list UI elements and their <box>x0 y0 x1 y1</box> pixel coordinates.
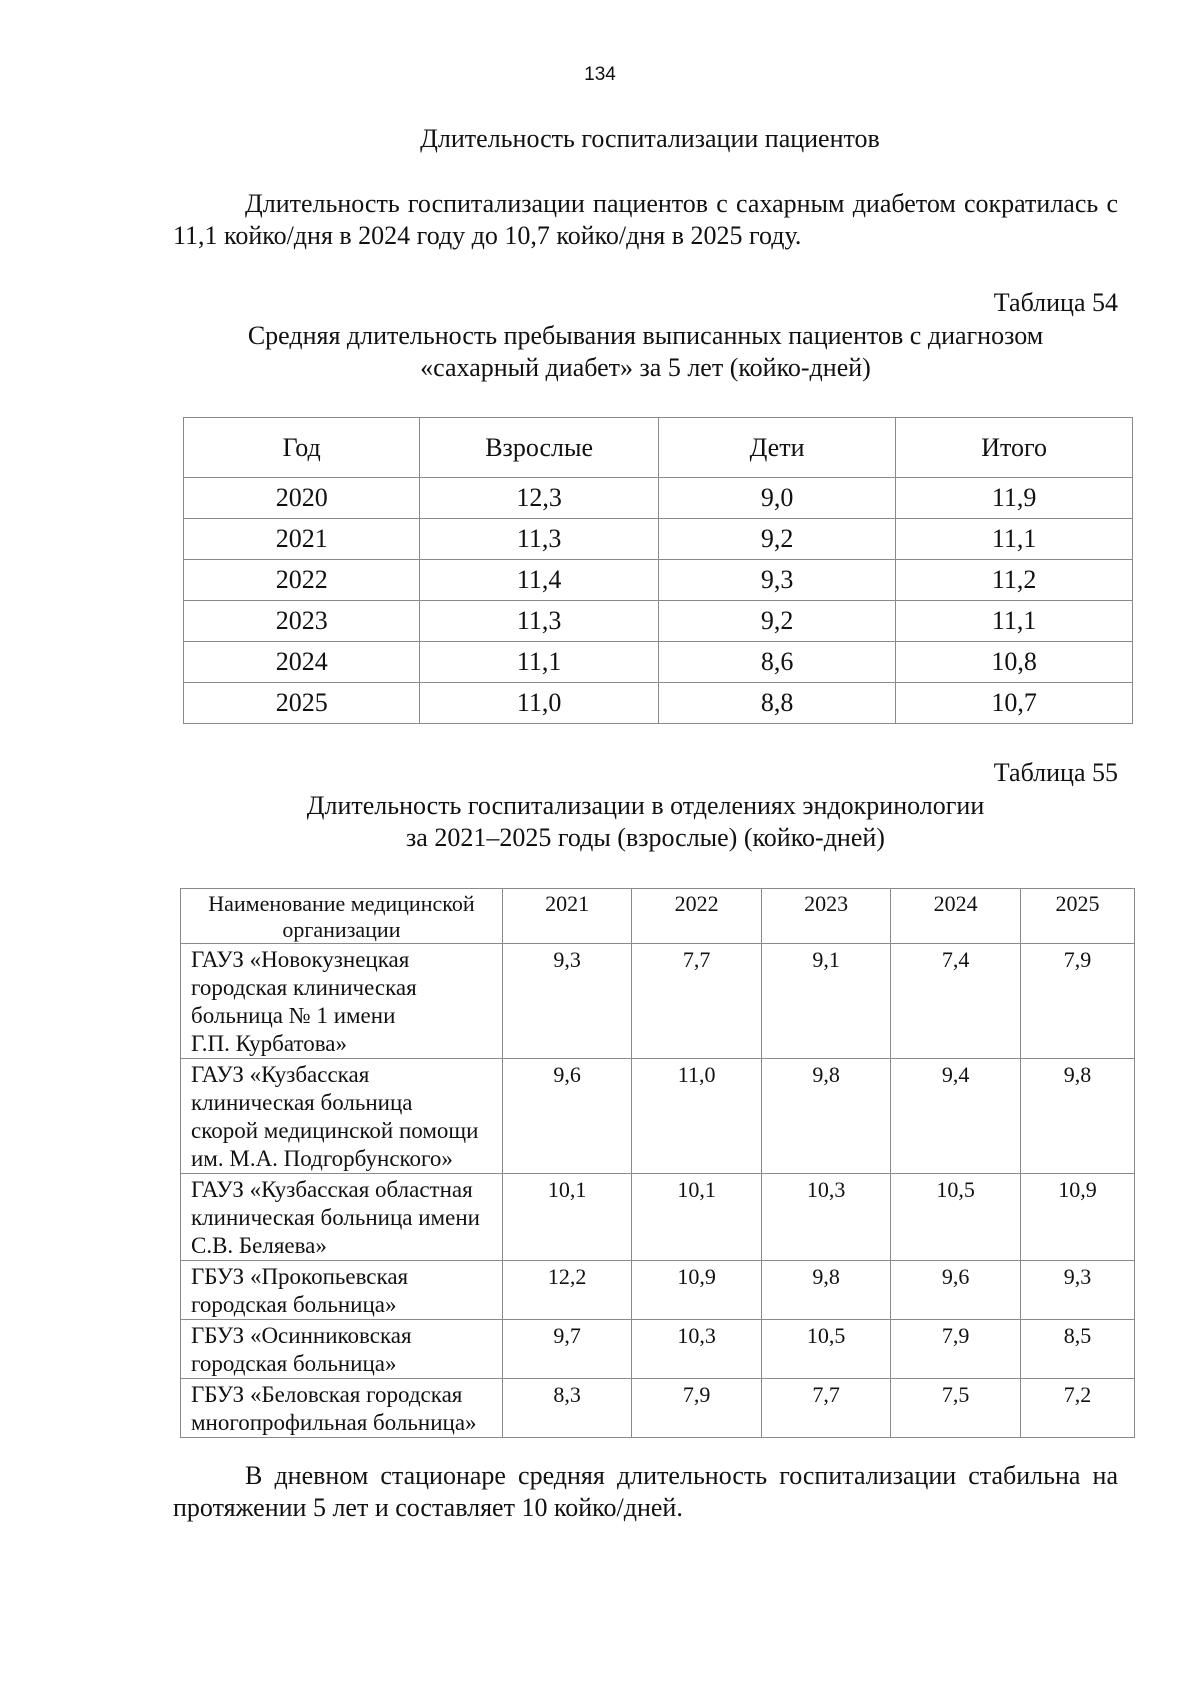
table-row <box>184 642 1133 683</box>
organization-name <box>181 944 503 1059</box>
organization-name-line: многопрофильная больница» <box>191 1410 477 1435</box>
table-cell: 9,6 <box>502 1059 632 1174</box>
table-55-caption-line-1: Длительность госпитализации в отделениях эндокринологии <box>306 791 985 820</box>
table-cell: 10,3 <box>632 1320 762 1379</box>
table-cell: 10,7 <box>896 683 1133 724</box>
table-cell: 12,3 <box>420 478 658 519</box>
table-55-header-year: 2024 <box>891 889 1021 944</box>
organization-name-line: скорой медицинской помощи <box>191 1118 479 1143</box>
table-cell: 7,9 <box>891 1320 1021 1379</box>
table-54-caption-line-2: «сахарный диабет» за 5 лет (койко-дней) <box>420 353 871 382</box>
table-cell: 2021 <box>184 519 420 560</box>
table-row <box>181 1261 1135 1320</box>
table-55-header-row <box>181 889 1135 944</box>
table-cell: 9,2 <box>658 519 895 560</box>
organization-name-line: больница № 1 имени <box>191 1003 396 1028</box>
organization-name-line: клиническая больница имени <box>191 1205 480 1230</box>
organization-name <box>181 1174 503 1261</box>
table-cell: 7,2 <box>1020 1379 1134 1438</box>
table-row <box>181 944 1135 1059</box>
table-54 <box>183 417 1133 724</box>
table-cell: 10,5 <box>891 1174 1021 1261</box>
table-55-header-year: 2025 <box>1020 889 1134 944</box>
table-cell: 10,5 <box>761 1320 891 1379</box>
table-row <box>181 1320 1135 1379</box>
table-cell: 8,6 <box>658 642 895 683</box>
table-55-caption-line-2: за 2021–2025 годы (взрослые) (койко-дней) <box>406 823 885 852</box>
table-row <box>184 519 1133 560</box>
table-cell: 10,1 <box>502 1174 632 1261</box>
table-54-header-year: Год <box>184 418 420 478</box>
organization-name <box>181 1261 503 1320</box>
page-number: 134 <box>584 64 616 85</box>
table-cell: 11,0 <box>420 683 658 724</box>
table-cell: 9,8 <box>1020 1059 1134 1174</box>
table-54-number: Таблица 54 <box>993 288 1118 317</box>
table-cell: 8,3 <box>502 1379 632 1438</box>
table-cell: 10,9 <box>1020 1174 1134 1261</box>
table-cell: 9,3 <box>658 560 895 601</box>
table-55-header-year: 2022 <box>632 889 762 944</box>
organization-name-line: ГБУЗ «Прокопьевская <box>191 1264 409 1289</box>
table-cell: 9,3 <box>502 944 632 1059</box>
table-row <box>184 601 1133 642</box>
organization-name-line: ГАУЗ «Кузбасская областная <box>191 1177 473 1202</box>
table-cell: 8,8 <box>658 683 895 724</box>
organization-name-line: Г.П. Курбатова» <box>191 1031 348 1056</box>
table-54-caption-line-1: Средняя длительность пребывания выписанных пациентов с диагнозом <box>247 321 1044 350</box>
table-cell: 2025 <box>184 683 420 724</box>
table-cell: 7,7 <box>761 1379 891 1438</box>
table-54-caption <box>173 320 1118 384</box>
table-cell: 10,1 <box>632 1174 762 1261</box>
table-cell: 9,7 <box>502 1320 632 1379</box>
table-55-caption <box>173 790 1118 854</box>
organization-name-line: ГАУЗ «Новокузнецкая <box>191 947 410 972</box>
intro-text: Длительность госпитализации пациентов с сахарным диабетом сократилась с 11,1 койко/дня в 2024 году до 10,7 койко/дня в 2025 году. <box>173 189 1118 250</box>
table-cell: 7,9 <box>1020 944 1134 1059</box>
organization-name-line: городская больница» <box>191 1351 397 1376</box>
table-cell: 11,0 <box>632 1059 762 1174</box>
table-55-header-year: 2021 <box>502 889 632 944</box>
table-cell: 11,3 <box>420 519 658 560</box>
organization-name <box>181 1059 503 1174</box>
organization-name <box>181 1320 503 1379</box>
table-cell: 9,3 <box>1020 1261 1134 1320</box>
section-title: Длительность госпитализации пациентов <box>420 124 880 153</box>
table-cell: 11,4 <box>420 560 658 601</box>
organization-name-line: ГАУЗ «Кузбасская <box>191 1062 370 1087</box>
closing-paragraph <box>173 1460 1118 1524</box>
table-row <box>181 1059 1135 1174</box>
table-cell: 9,2 <box>658 601 895 642</box>
table-row <box>184 683 1133 724</box>
table-cell: 2024 <box>184 642 420 683</box>
table-cell: 9,8 <box>761 1059 891 1174</box>
table-cell: 9,4 <box>891 1059 1021 1174</box>
table-cell: 11,3 <box>420 601 658 642</box>
organization-name-line: ГБУЗ «Беловская городская <box>191 1382 463 1407</box>
organization-name-line: городская больница» <box>191 1292 397 1317</box>
table-54-header-total: Итого <box>896 418 1133 478</box>
table-54-header-adults: Взрослые <box>420 418 658 478</box>
table-54-header-row <box>184 418 1133 478</box>
table-55 <box>180 888 1135 1438</box>
table-cell: 2022 <box>184 560 420 601</box>
table-cell: 2023 <box>184 601 420 642</box>
table-cell: 9,0 <box>658 478 895 519</box>
table-cell: 9,8 <box>761 1261 891 1320</box>
table-55-header-organization: Наименование медицинской организации <box>181 889 503 944</box>
table-cell: 7,7 <box>632 944 762 1059</box>
table-row <box>184 560 1133 601</box>
table-cell: 8,5 <box>1020 1320 1134 1379</box>
table-cell: 9,1 <box>761 944 891 1059</box>
intro-paragraph <box>173 188 1118 252</box>
table-cell: 11,1 <box>896 601 1133 642</box>
table-row <box>181 1379 1135 1438</box>
table-cell: 10,3 <box>761 1174 891 1261</box>
table-cell: 10,9 <box>632 1261 762 1320</box>
table-55-number: Таблица 55 <box>993 758 1118 787</box>
table-cell: 11,1 <box>896 519 1133 560</box>
table-cell: 2020 <box>184 478 420 519</box>
organization-name-line: городская клиническая <box>191 975 417 1000</box>
table-cell: 7,9 <box>632 1379 762 1438</box>
table-row <box>184 478 1133 519</box>
organization-name-line: ГБУЗ «Осинниковская <box>191 1323 412 1348</box>
table-cell: 10,8 <box>896 642 1133 683</box>
table-cell: 12,2 <box>502 1261 632 1320</box>
table-cell: 9,6 <box>891 1261 1021 1320</box>
table-cell: 11,2 <box>896 560 1133 601</box>
table-cell: 11,9 <box>896 478 1133 519</box>
table-cell: 11,1 <box>420 642 658 683</box>
table-54-header-children: Дети <box>658 418 895 478</box>
organization-name-line: С.В. Беляева» <box>191 1233 327 1258</box>
table-cell: 7,5 <box>891 1379 1021 1438</box>
organization-name-line: клиническая больница <box>191 1090 413 1115</box>
organization-name <box>181 1379 503 1438</box>
table-row <box>181 1174 1135 1261</box>
table-55-header-year: 2023 <box>761 889 891 944</box>
table-cell: 7,4 <box>891 944 1021 1059</box>
closing-text: В дневном стационаре средняя длительность госпитализации стабильна на протяжении 5 лет и составляет 10 койко/дней. <box>173 1461 1118 1522</box>
organization-name-line: им. М.А. Подгорбунского» <box>191 1146 453 1171</box>
